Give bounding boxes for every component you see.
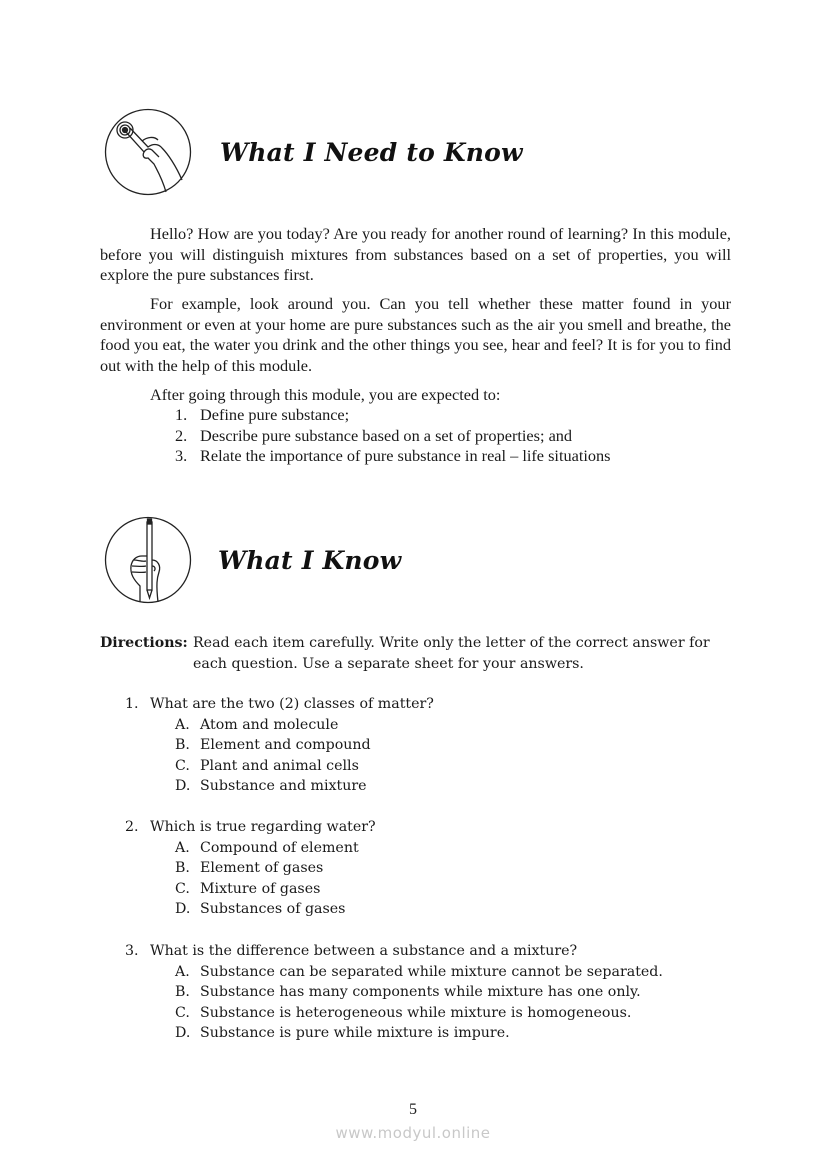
answer-choice [175,735,434,756]
question-item [125,817,376,920]
choice-letter: D. [175,901,191,918]
intro-paragraph [100,224,731,286]
answer-choice [175,1003,663,1024]
question-number: 1. [125,696,139,712]
objective-item [175,446,611,467]
choice-letter: B. [175,737,190,754]
directions-label: Directions: [100,635,188,651]
choice-letter: D. [175,1025,191,1042]
choice-letter: A. [175,963,190,980]
objective-text: Relate the importance of pure substance in real – life situations [200,446,611,465]
answer-choice [175,982,663,1003]
paragraph-text: For example, look around you. Can you tell whether these matter found in your environment or even at your home are pure substances such as the air you smell and breathe, the food you eat, the water you drink and the other things you see, hear and feel? It is for you to find out with the help of this module. [100,294,731,375]
answer-choice [175,858,376,879]
question-item [125,694,434,797]
choice-letter: C. [175,880,190,897]
choice-text: Substance and mixture [200,778,367,795]
choice-letter: B. [175,984,190,1001]
section-title: What I Need to Know [220,137,523,167]
objective-number: 1. [175,405,188,424]
answer-choice [175,756,434,777]
question-stem [125,941,663,962]
objective-text: Define pure substance; [200,405,350,424]
answer-choice [175,879,376,900]
choice-text: Element of gases [200,860,324,877]
question-item [125,941,663,1044]
page-number: 5 [409,1101,417,1118]
choice-text: Substance is pure while mixture is impure. [200,1025,510,1042]
choice-letter: C. [175,1004,190,1021]
answer-choice [175,838,376,859]
choice-letter: A. [175,716,190,733]
intro-paragraph [100,294,731,376]
objectives-list [175,405,611,467]
objective-item [175,405,611,426]
choice-letter: D. [175,778,191,795]
objective-number: 3. [175,446,188,465]
question-number: 3. [125,943,139,959]
answer-choice [175,715,434,736]
choice-text: Substance has many components while mixture has one only. [200,984,641,1001]
hand-holding-pencil-icon [104,516,192,604]
watermark: www.modyul.online [335,1124,491,1142]
question-text: What is the difference between a substance and a mixture? [150,943,578,959]
choice-letter: B. [175,860,190,877]
choice-text: Plant and animal cells [200,757,359,774]
question-stem [125,817,376,838]
choice-letter: C. [175,757,190,774]
choice-text: Atom and molecule [200,716,339,733]
choice-text: Substance can be separated while mixture cannot be separated. [200,963,663,980]
section-header-what-i-need-to-know [104,107,523,197]
objective-item [175,426,611,447]
finger-touch-icon [104,108,192,196]
choice-text: Substances of gases [200,901,346,918]
choice-text: Mixture of gases [200,880,321,897]
question-stem [125,694,434,715]
objectives-intro: After going through this module, you are expected to: [150,385,501,404]
answer-choice [175,776,434,797]
choice-letter: A. [175,839,190,856]
section-title: What I Know [218,545,402,575]
answer-choice [175,1023,663,1044]
choice-text: Substance is heterogeneous while mixture is homogeneous. [200,1004,632,1021]
question-text: What are the two (2) classes of matter? [150,696,434,712]
answer-choice [175,899,376,920]
question-text: Which is true regarding water? [150,819,376,835]
section-header-what-i-know [104,515,401,605]
choice-text: Compound of element [200,839,359,856]
choice-text: Element and compound [200,737,371,754]
answer-choice [175,962,663,983]
objective-text: Describe pure substance based on a set of properties; and [200,425,573,445]
question-number: 2. [125,819,139,835]
paragraph-text: Hello? How are you today? Are you ready for another round of learning? In this module, before you will distinguish mixtures from substances based on a set of properties, you will explore the pure substances first. [100,224,731,284]
directions-text: Read each item carefully. Write only the letter of the correct answer for each question. Use a separate sheet for your answers. [193,635,710,672]
objective-number: 2. [175,425,188,445]
